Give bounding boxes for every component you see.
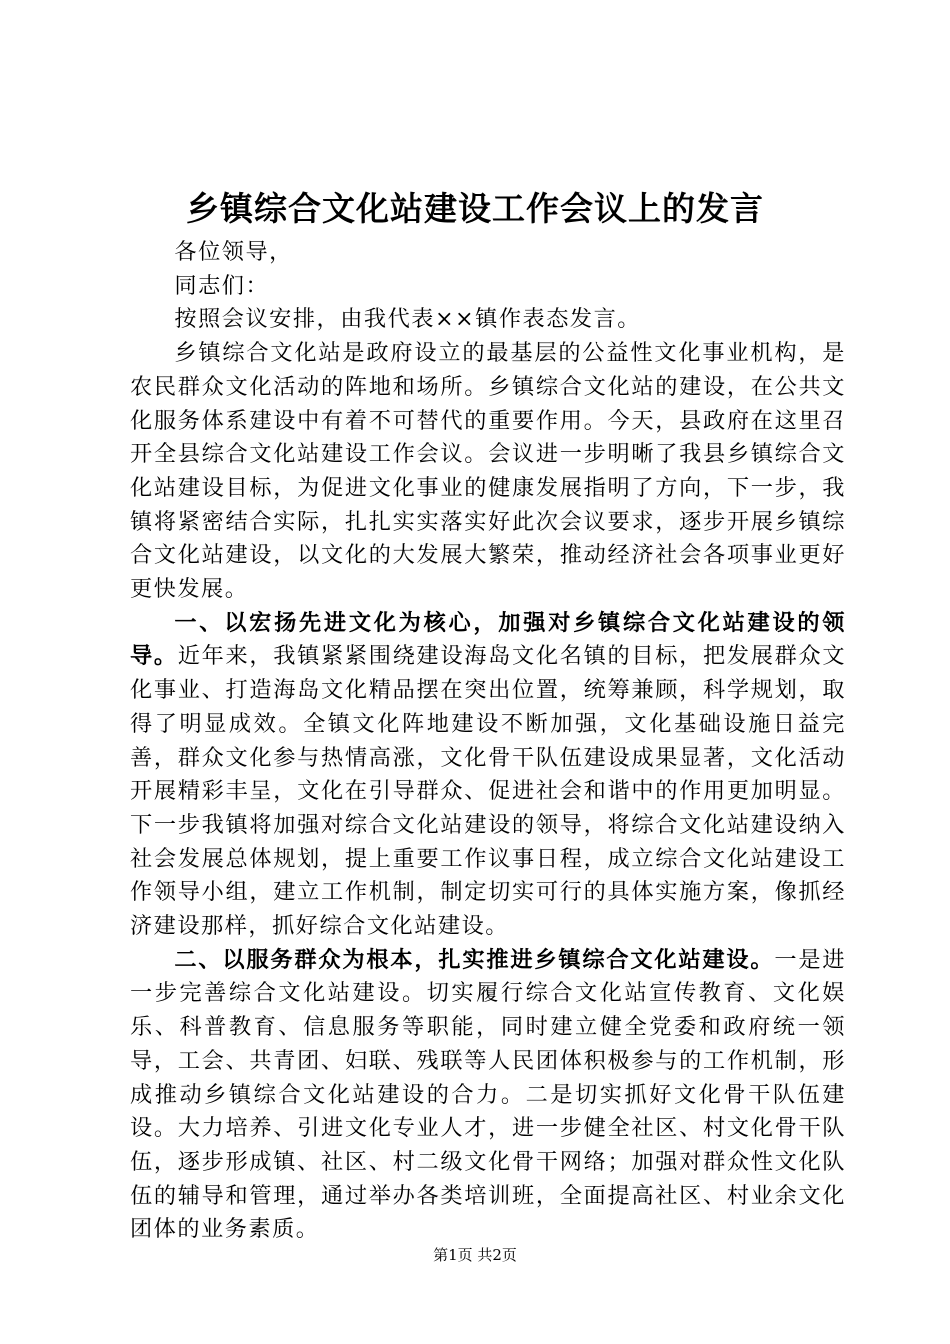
document-title: 乡镇综合文化站建设工作会议上的发言 [186,189,764,228]
section-1-paragraph [130,607,846,944]
salutation-comrades: 同志们： [174,272,270,299]
intro-paragraph: 按照会议安排，由我代表××镇作表态发言。 [174,306,641,333]
section-2-heading: 二、以服务群众为根本，扎实推进乡镇综合文化站建设。 [174,946,775,973]
section-1-heading: 一、以宏扬先进文化为核心，加强对乡镇综合文化站建设的领导。 [130,609,846,670]
salutation-leaders: 各位领导， [174,239,293,265]
page-footer: 第1页 共2页 [433,1246,517,1264]
section-2-body: 一是进一步完善综合文化站建设。切实履行综合文化站宣传教育、文化娱乐、科普教育、信息服务等职能，同时建立健全党委和政府统一领导，工会、共青团、妇联、残联等人民团体积极参与的工作机制，形成推动乡镇综合文化站建设的合力。二是切实抓好文化骨干队伍建设。大力培养、引进文化专业人才，进一步健全社区、村文化骨干队伍，逐步形成镇、社区、村二级文化骨干网络；加强对群众性文化队伍的辅导和管理，通过举办各类培训班，全面提高社区、村业余文化团体的业务素质。 [130,946,847,1243]
paragraph-background: 乡镇综合文化站是政府设立的最基层的公益性文化事业机构，是农民群众文化活动的阵地和场所。乡镇综合文化站的建设，在公共文化服务体系建设中有着不可替代的重要作用。今天，县政府在这里召开全县综合文化站建设工作会议。会议进一步明晰了我县乡镇综合文化站建设目标，为促进文化事业的健康发展指明了方向，下一步，我镇将紧密结合实际，扎扎实实落实好此次会议要求，逐步开展乡镇综合文化站建设，以文化的大发展大繁荣，推动经济社会各项事业更好更快发展。 [130,340,846,603]
section-1-body: 近年来，我镇紧紧围绕建设海岛文化名镇的目标，把发展群众文化事业、打造海岛文化精品摆在突出位置，统筹兼顾，科学规划，取得了明显成效。全镇文化阵地建设不断加强，文化基础设施日益完善，群众文化参与热情高涨，文化骨干队伍建设成果显著，文化活动开展精彩丰呈，文化在引导群众、促进社会和谐中的作用更加明显。下一步我镇将加强对综合文化站建设的领导，将综合文化站建设纳入社会发展总体规划，提上重要工作议事日程，成立综合文化站建设工作领导小组，建立工作机制，制定切实可行的具体实施方案，像抓经济建设那样，抓好综合文化站建设。 [130,643,847,940]
document-body [130,236,846,1247]
section-2-paragraph [130,944,846,1247]
